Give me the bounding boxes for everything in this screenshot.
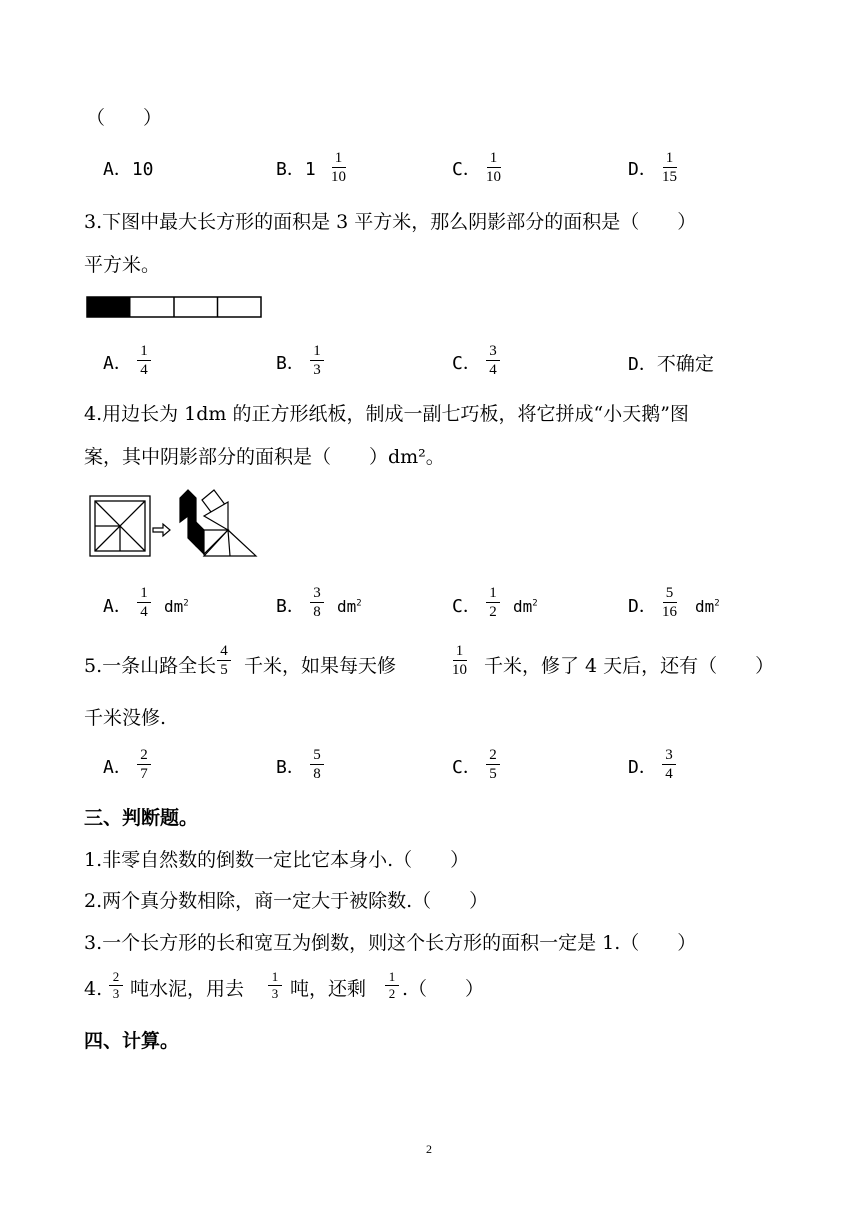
section3-item-2: 2.两个真分数相除，商一定大于被除数.（ ） — [84, 890, 489, 912]
q2-option-b-fraction: $\frac{1}{10}$ — [331, 150, 346, 185]
swan-shape — [180, 490, 256, 556]
q5-text-line2: 千米没修. — [84, 707, 167, 729]
q4-option-b-unit: $dm^2$ — [337, 597, 362, 616]
item4-fraction-total: $\frac{2}{3}$ — [109, 970, 123, 1001]
section4-heading: 四、计算。 — [84, 1030, 180, 1052]
section3-item-1: 1.非零自然数的倒数一定比它本身小.（ ） — [84, 849, 470, 871]
q3-option-c-fraction: $\frac{3}{4}$ — [486, 343, 500, 378]
q4-option-b-letter: B． — [276, 596, 305, 617]
q2-answer-blank: （ ） — [86, 107, 163, 129]
q5-option-c-fraction: $\frac{2}{5}$ — [486, 747, 500, 782]
q4-option-d-fraction: $\frac{5}{16}$ — [662, 585, 677, 620]
q4-option-c-unit: $dm^2$ — [513, 597, 538, 616]
page-number: 2 — [426, 1142, 432, 1156]
item4-text-3: .（ ） — [402, 978, 485, 1000]
q2-option-d-letter: D． — [628, 159, 657, 180]
q3-option-b-letter: B． — [276, 353, 305, 374]
q4-option-d-letter: D． — [628, 596, 657, 617]
section3-item-3: 3.一个长方形的长和宽互为倒数，则这个长方形的面积一定是 1.（ ） — [84, 932, 697, 954]
q4-option-a-unit: $dm^2$ — [164, 597, 189, 616]
q4-option-d-unit: $dm^2$ — [695, 597, 720, 616]
q4-option-a-fraction: $\frac{1}{4}$ — [137, 585, 151, 620]
q4-option-a-letter: A． — [103, 596, 132, 617]
tangram-square — [90, 496, 150, 556]
q3-option-a-letter: A． — [103, 353, 132, 374]
item4-prefix: 4. — [84, 978, 103, 1000]
q5-text-part1: 5.一条山路全长 — [84, 655, 217, 677]
q5-text-part3: 千米，修了 4 天后，还有（ ） — [484, 655, 775, 677]
q4-option-b-fraction: $\frac{3}{8}$ — [310, 585, 324, 620]
q3-text-line1: 3.下图中最大长方形的面积是 3 平方米，那么阴影部分的面积是（ ） — [84, 211, 697, 233]
q5-option-c-letter: C． — [452, 757, 481, 778]
q4-text-line1: 4.用边长为 1dm 的正方形纸板，制成一副七巧板，将它拼成“小天鹅”图 — [84, 403, 689, 425]
q4-option-c-fraction: $\frac{1}{2}$ — [486, 585, 500, 620]
q3-text-line2: 平方米。 — [84, 254, 161, 276]
section3-heading: 三、判断题。 — [84, 807, 199, 829]
item4-text-1: 吨水泥，用去 — [130, 978, 245, 1000]
q2-option-b-letter: B．1 — [276, 159, 316, 180]
q5-option-a-letter: A． — [103, 757, 132, 778]
q4-option-c-letter: C． — [452, 596, 481, 617]
item4-fraction-left: $\frac{1}{2}$ — [385, 970, 399, 1001]
q2-option-c-letter: C． — [452, 159, 481, 180]
q3-option-b-fraction: $\frac{1}{3}$ — [310, 343, 324, 378]
q3-option-a-fraction: $\frac{1}{4}$ — [137, 343, 151, 378]
q2-option-d-fraction: $\frac{1}{15}$ — [662, 150, 677, 185]
q5-fraction-daily: $\frac{1}{10}$ — [452, 643, 467, 678]
item4-fraction-used: $\frac{1}{3}$ — [268, 970, 282, 1001]
q4-tangram-swan-figure — [84, 486, 260, 560]
q5-option-b-fraction: $\frac{5}{8}$ — [310, 747, 324, 782]
q5-option-d-letter: D． — [628, 757, 657, 778]
q5-option-a-fraction: $\frac{2}{7}$ — [137, 747, 151, 782]
q2-option-c-fraction: $\frac{1}{10}$ — [486, 150, 501, 185]
q5-text-part2: 千米，如果每天修 — [244, 655, 397, 677]
q5-option-b-letter: B． — [276, 757, 305, 778]
item4-text-2: 吨，还剩 — [290, 978, 367, 1000]
q3-option-d: D．不确定 — [628, 353, 714, 375]
q3-rectangle-figure — [86, 296, 264, 320]
q4-text-line2: 案，其中阴影部分的面积是（ ）dm²。 — [84, 446, 445, 468]
q3-option-c-letter: C． — [452, 353, 481, 374]
q5-option-d-fraction: $\frac{3}{4}$ — [662, 747, 676, 782]
q2-option-a: A．10 — [103, 159, 154, 180]
arrow-icon — [153, 524, 170, 536]
q5-fraction-total: $\frac{4}{5}$ — [217, 643, 231, 678]
